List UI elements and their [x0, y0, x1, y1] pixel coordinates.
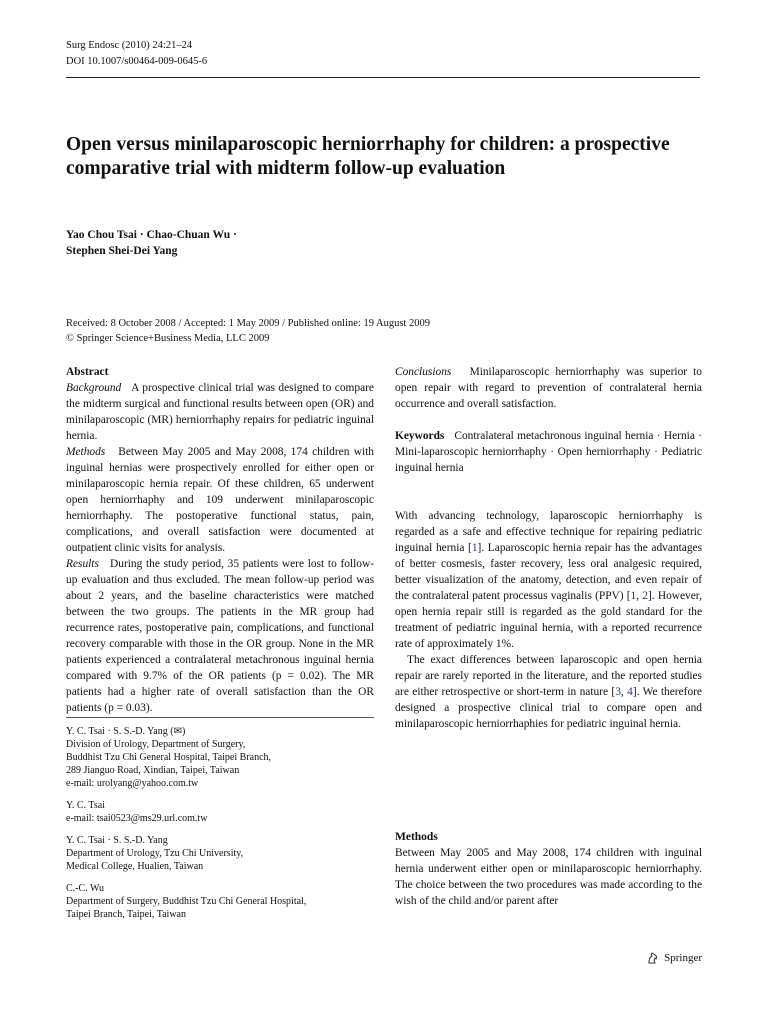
- affiliation-line: Y. C. Tsai: [66, 800, 105, 811]
- author-list: [66, 227, 237, 259]
- affiliation-email[interactable]: e-mail: tsai0523@ms29.url.com.tw: [66, 813, 208, 824]
- publication-dates: [66, 316, 430, 346]
- abstract-heading: Abstract: [66, 366, 109, 378]
- intro-text: ]. However, open hernia repair still is regarded as the gold standard for the treatment of pediatric inguinal hernia, with a reported recurrence rate of approximately 1%.: [395, 590, 702, 650]
- methods-heading: Methods: [395, 831, 438, 843]
- citation-link[interactable]: 1: [630, 590, 637, 602]
- conclusions-text: Minilaparoscopic herniorrhaphy was superior to open repair with regard to prevention of contralateral hernia occurrence and overall satisfaction.: [395, 366, 702, 410]
- keywords: [395, 428, 702, 476]
- affiliation-line: Buddhist Tzu Chi General Hospital, Taipei Branch,: [66, 752, 272, 763]
- affiliation-line: Department of Urology, Tzu Chi University,: [66, 848, 244, 859]
- footnote-separator: [66, 717, 374, 718]
- journal-citation: Surg Endosc (2010) 24:21–24: [66, 40, 193, 51]
- intro-paragraph-2: [395, 652, 702, 732]
- affiliation-line: C.-C. Wu: [66, 883, 105, 894]
- methods-text: Between May 2005 and May 2008, 174 children with inguinal hernias were prospectively enrolled for either open or minilaparoscopic hernia repair. Of these children, 65 underwent open herniorrhaphy and 109 underwent minilaparoscopic herniorrhaphy. The postoperative functional status, pain, complications, and overall satisfaction were documented at outpatient clinic visits for analysis.: [66, 446, 375, 554]
- intro-text: ]. Laparoscopic hernia repair has the advantages of better cosmesis, faster recovery, less oral analgesic required, better visualization of the anatomy, detection, and even repair of the contralateral patent processus vaginalis (PPV) [: [395, 542, 702, 602]
- conclusions-label: Conclusions: [395, 366, 452, 378]
- results-label: Results: [66, 558, 99, 570]
- affiliation-line: Y. C. Tsai · S. S.-D. Yang (✉): [66, 726, 186, 737]
- background-text: A prospective clinical trial was designed to compare the midterm surgical and functional results between open (OR) and minilaparoscopic (MR) herniorrhaphy repairs for pediatric inguinal hernia.: [66, 382, 374, 442]
- received-accepted-published: Received: 8 October 2008 / Accepted: 1 May 2009 / Published online: 19 August 2009: [66, 318, 430, 329]
- abstract-methods: [66, 444, 374, 556]
- intro-paragraph-1: [395, 508, 702, 652]
- affiliation-line: 289 Jianguo Road, Xindian, Taipei, Taiwan: [66, 765, 240, 776]
- abstract-background: [66, 380, 374, 444]
- intro-text: ,: [636, 590, 643, 602]
- authors-line-2: Stephen Shei-Dei Yang: [66, 245, 178, 257]
- affiliation-line: Division of Urology, Department of Surgery,: [66, 739, 246, 750]
- affiliation-block: [66, 725, 374, 790]
- left-column: [66, 364, 374, 716]
- citation-link[interactable]: 2: [642, 590, 648, 602]
- springer-horse-icon: [646, 951, 660, 965]
- authors-line-1: Yao Chou Tsai · Chao-Chuan Wu ·: [66, 229, 237, 241]
- journal-header: [66, 38, 207, 70]
- methods-section: [395, 829, 702, 909]
- affiliation-block: [66, 834, 374, 873]
- affiliation-block: [66, 799, 374, 825]
- keywords-label: Keywords: [395, 430, 445, 442]
- affiliation-line: Taipei Branch, Taipei, Taiwan: [66, 909, 186, 920]
- intro-text: ]. We therefore designed a prospective clinical trial to compare open and minilaparoscopic herniorrhaphies for pediatric inguinal hernia.: [395, 686, 702, 730]
- copyright: © Springer Science+Business Media, LLC 2009: [66, 333, 270, 344]
- results-text: During the study period, 35 patients were lost to follow-up evaluation and thus excluded. The mean follow-up period was about 2 years, and the baseline characteristics were matched between the two groups. The patients in the MR group had recurrence rates, postoperative pain, complications, and functional recovery comparable with those in the OR group. None in the MR patients experienced a contralateral metachronous inguinal hernia compared with 9.7% of the OR patients (p = 0.02). The MR patients had a higher rate of overall satisfaction than the OR patients (p = 0.03).: [66, 558, 374, 714]
- affiliation-line: Department of Surgery, Buddhist Tzu Chi General Hospital,: [66, 896, 307, 907]
- publisher-name: Springer: [664, 952, 702, 964]
- background-label: Background: [66, 382, 122, 394]
- methods-label: Methods: [66, 446, 106, 458]
- methods-text: Between May 2005 and May 2008, 174 children with inguinal hernia underwent either open or minilaparoscopic herniorrhaphy. The choice between the two procedures was made according to the wish of the child and/or parent after: [395, 847, 702, 907]
- right-column: [395, 364, 702, 732]
- doi: DOI 10.1007/s00464-009-0645-6: [66, 56, 208, 67]
- header-rule: [66, 77, 700, 78]
- affiliation-line: Medical College, Hualien, Taiwan: [66, 861, 204, 872]
- abstract-conclusions: [395, 364, 702, 412]
- citation-link[interactable]: 3: [615, 686, 621, 698]
- affiliation-line: Y. C. Tsai · S. S.-D. Yang: [66, 835, 168, 846]
- citation-link[interactable]: 1: [471, 542, 478, 554]
- publisher-footer: [646, 951, 702, 965]
- keywords-text: Contralateral metachronous inguinal hernia · Hernia · Mini-laparoscopic herniorrhaphy · Open herniorrhaphy · Pediatric inguinal hernia: [395, 430, 703, 474]
- intro-text: The exact differences between laparoscopic and open hernia repair are rarely reported in the literature, and the reported studies are either retrospective or short-term in nature [: [395, 654, 702, 698]
- citation-link[interactable]: 4: [627, 686, 633, 698]
- affiliation-email[interactable]: e-mail: urolyang@yahoo.com.tw: [66, 778, 199, 789]
- article-title: Open versus minilaparoscopic herniorrhaphy for children: a prospective comparative trial with midterm follow-up evaluation: [66, 134, 670, 179]
- affiliation-block: [66, 882, 374, 921]
- intro-text: With advancing technology, laparoscopic herniorrhaphy is regarded as a safe and effective technique for repairing pediatric inguinal hernia [: [395, 510, 702, 554]
- intro-text: ,: [620, 686, 628, 698]
- affiliations: [66, 725, 374, 930]
- abstract-results: [66, 556, 374, 716]
